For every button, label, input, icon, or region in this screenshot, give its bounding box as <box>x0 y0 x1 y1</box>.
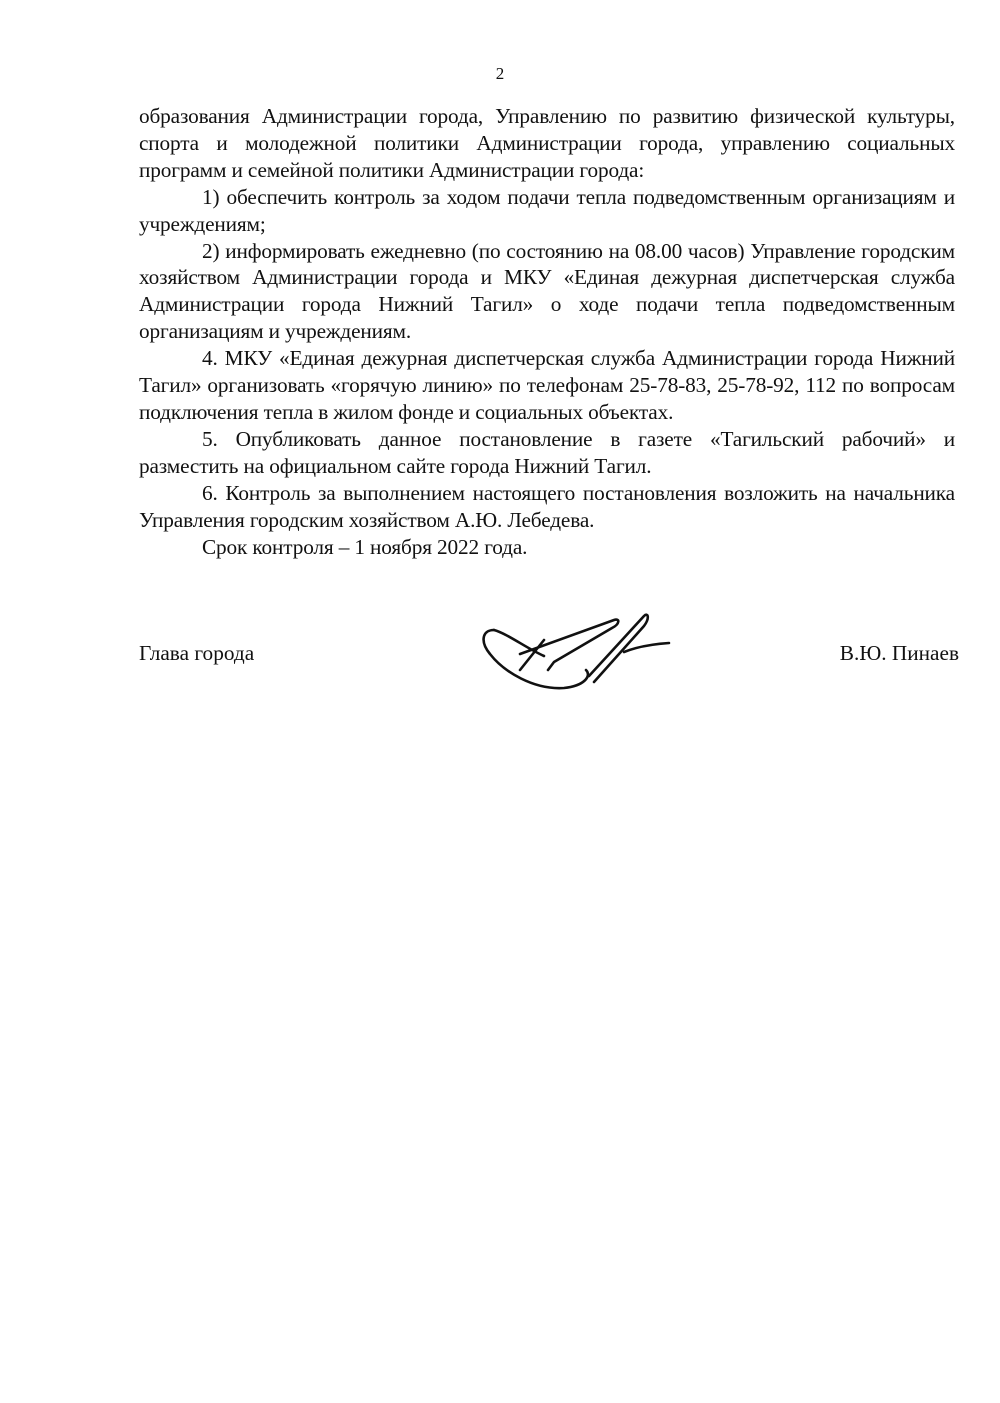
signature-loop-return <box>494 630 544 656</box>
document-body <box>139 103 955 560</box>
signature-a-stroke <box>520 620 618 670</box>
paragraph-item-2: 2) информировать ежедневно (по состоянию на 08.00 часов) Управление городским хозяйством Администрации города и МКУ «Единая дежурная диспетчерская служба Администрации города Нижний Тагил» о ходе подачи тепла подведомственным организациям и учреждениям. <box>139 238 955 344</box>
signatory-name: В.Ю. Пинаев <box>839 641 959 665</box>
paragraph-clause-6: 6. Контроль за выполнением настоящего постановления возложить на начальника Управления городским хозяйством А.Ю. Лебедева. <box>139 480 955 532</box>
paragraph-continuation: образования Администрации города, Управлению по развитию физической культуры, спорта и молодежной политики Администрации города, управлению социальных программ и семейной политики Администрации города: <box>139 104 955 182</box>
control-deadline: Срок контроля – 1 ноября 2022 года. <box>202 534 528 559</box>
signatory-title: Глава города <box>139 641 255 665</box>
handwritten-signature <box>474 610 674 695</box>
paragraph-clause-4: 4. МКУ «Единая дежурная диспетчерская служба Администрации города Нижний Тагил» организовать «горячую линию» по телефонам 25-78-83, 25-78-92, 112 по вопросам подключения тепла в жилом фонде и социальных объектах. <box>139 346 955 424</box>
paragraph-clause-5: 5. Опубликовать данное постановление в газете «Тагильский рабочий» и разместить на официальном сайте города Нижний Тагил. <box>139 426 955 478</box>
page-number: 2 <box>495 64 505 83</box>
paragraph-item-1: 1) обеспечить контроль за ходом подачи тепла подведомственным организациям и учреждениям; <box>139 184 955 236</box>
signature-tail-stroke <box>624 643 669 652</box>
signature-loop-stroke <box>484 630 588 688</box>
signature-block <box>139 610 959 710</box>
